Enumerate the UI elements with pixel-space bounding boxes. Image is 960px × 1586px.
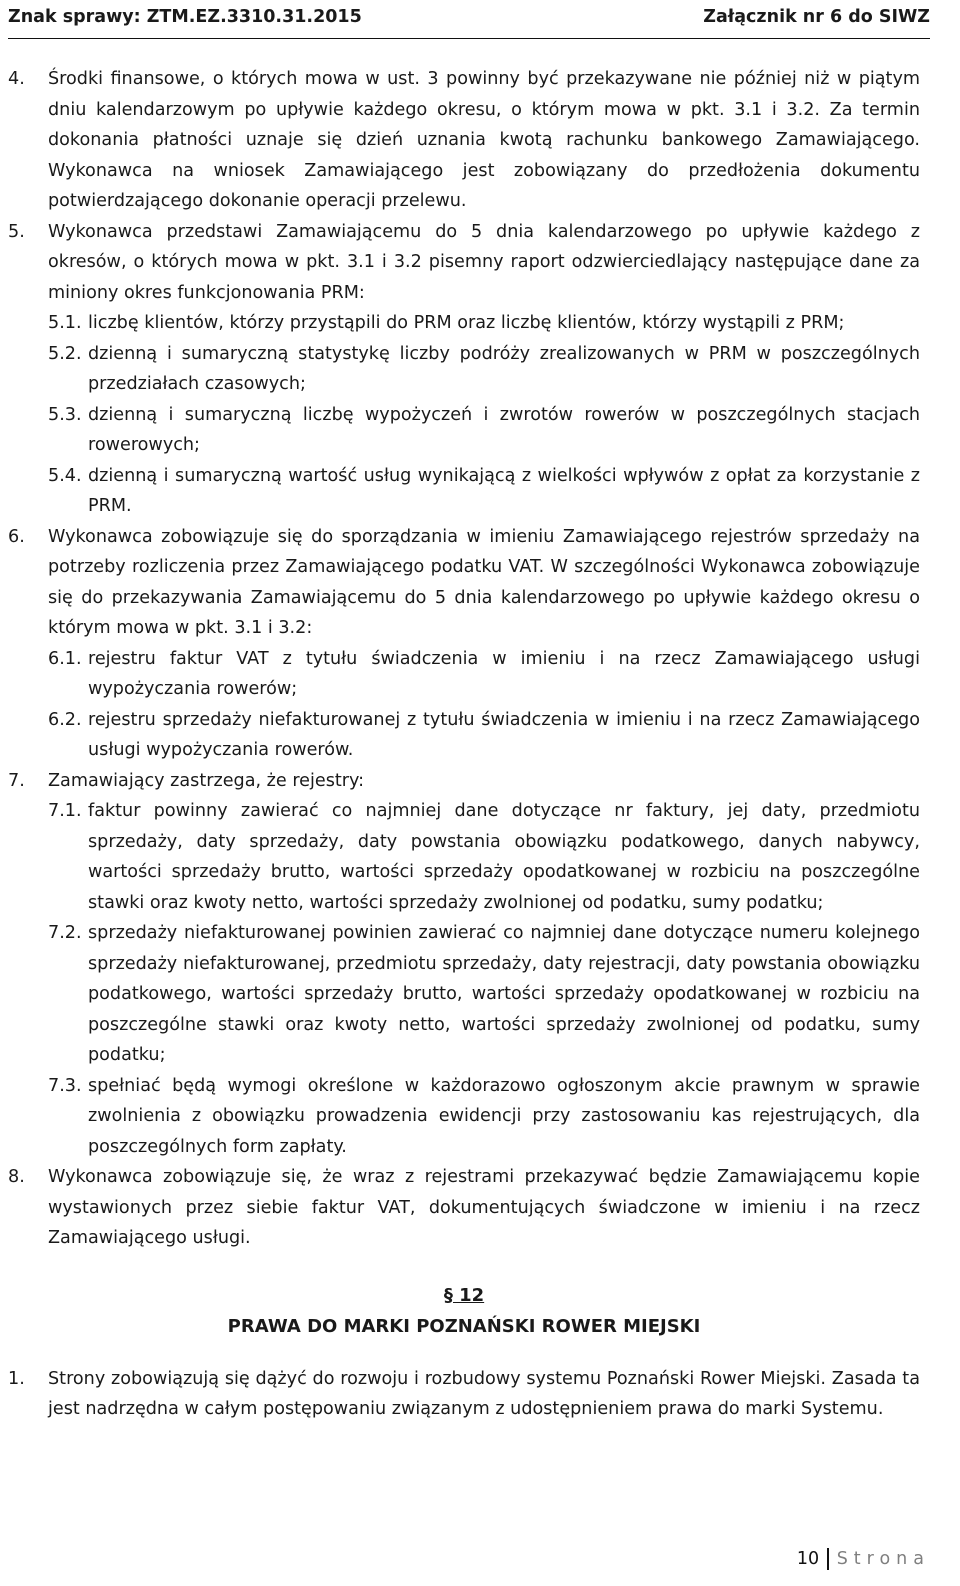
list-item [8,217,920,309]
section-heading [8,1280,920,1342]
case-number: Znak sprawy: ZTM.EZ.3310.31.2015 [8,7,362,27]
sub-item [48,796,920,918]
section-number: § 12 [443,1284,485,1306]
item-number: 8. [8,1167,25,1187]
item-text: Wykonawca przedstawi Zamawiającemu do 5 dnia kalendarzowego po upływie każdego z okresów, o których mowa w pkt. 3.1 i 3.2 pisemny raport odzwierciedlający następujące dane za miniony okres funkcjonowania PRM: [48,221,920,303]
sub-item-text: dzienną i sumaryczną liczbę wypożyczeń i zwrotów rowerów w poszczególnych stacjach rowerowych; [88,404,920,455]
item-text: Wykonawca zobowiązuje się do sporządzania w imieniu Zamawiającego rejestrów sprzedaży na potrzeby rozliczenia przez Zamawiającego podatku VAT. W szczególności Wykonawca zobowiązuje się do przekazywania Zamawiającemu do 5 dnia kalendarzowego po upływie każdego okresu o którym mowa w pkt. 3.1 i 3.2: [48,526,920,638]
item-number: 6. [8,526,25,547]
item-number: 5. [8,221,25,242]
sub-item-text: dzienną i sumaryczną statystykę liczby podróży zrealizowanych w PRM w poszczególnych przedziałach czasowych; [88,343,920,394]
item-text: Strony zobowiązują się dążyć do rozwoju i rozbudowy systemu Poznański Rower Miejski. Zasada ta jest nadrzędna w całym postępowaniu związanym z udostępnieniem prawa do marki Systemu. [48,1368,920,1419]
list-item [8,522,920,644]
list-item [8,766,920,797]
sub-item-number: 5.2. [48,343,82,364]
sub-item-number: 7.1. [48,801,82,821]
page-word: Strona [836,1549,930,1569]
page-number: 10 [796,1549,820,1569]
footer-separator [827,1548,829,1570]
sub-item-number: 6.1. [48,648,82,669]
sub-item-number: 6.2. [48,709,82,730]
sub-item [48,918,920,1071]
sub-item-text: rejestru sprzedaży niefakturowanej z tytułu świadczenia w imieniu i na rzecz Zamawiającego usługi wypożyczania rowerów. [88,709,920,760]
sub-item [48,339,920,400]
sub-item [48,705,920,766]
item-number: 7. [8,770,25,791]
sub-item [48,400,920,461]
sub-item [48,644,920,705]
sub-item-number: 5.4. [48,465,82,486]
item-text: Wykonawca zobowiązuje się, że wraz z rejestrami przekazywać będzie Zamawiającemu kopie wystawionych przez siebie faktur VAT, dokumentujących świadczone w imieniu i na rzecz Zamawiającego usługi. [48,1167,920,1248]
sub-item-number: 7.3. [48,1075,82,1096]
sub-item-text: spełniać będą wymogi określone w każdorazowo ogłoszonym akcie prawnym w sprawie zwolnienia z obowiązku prowadzenia ewidencji przy zastosowaniu kas rejestrujących, dla poszczególnych form zapłaty. [88,1075,920,1157]
item-number: 1. [8,1368,25,1389]
document-body [8,64,920,1425]
sub-item-text: faktur powinny zawierać co najmniej dane dotyczące nr faktury, jej daty, przedmiotu sprzedaży, daty sprzedaży, daty powstania obowiązku podatkowego, danych nabywcy, wartości sprzedaży brutto, wartości sprzedaży opodatkowanej w rozbiciu na poszczególne stawki oraz kwoty netto, wartości sprzedaży zwolnionej od podatku, sumy podatku; [88,801,920,913]
sub-item [48,308,920,339]
sub-item [48,461,920,522]
sub-item-text: dzienną i sumaryczną wartość usług wynikającą z wielkości wpływów z opłat za korzystanie z PRM. [88,465,920,516]
item-text: Środki finansowe, o których mowa w ust. 3 powinny być przekazywane nie później niż w piątym dniu kalendarzowym po upływie każdego okresu, o którym mowa w pkt. 3.1 i 3.2. Za termin dokonania płatności uznaje się dzień uznania kwotą rachunku bankowego Zamawiającego. Wykonawca na wniosek Zamawiającego jest zobowiązany do przedłożenia dokumentu potwierdzającego dokonanie operacji przelewu. [48,69,920,211]
list-item [8,1364,920,1425]
sub-item-number: 7.2. [48,923,82,943]
item-text: Zamawiający zastrzega, że rejestry: [48,770,365,791]
sub-item-text: liczbę klientów, którzy przystąpili do PRM oraz liczbę klientów, którzy wystąpili z PRM; [88,313,845,333]
item-number: 4. [8,69,25,89]
list-item [8,1162,920,1254]
page-header [8,0,930,39]
list-item [8,64,920,217]
page-footer [797,1545,930,1573]
sub-item-text: rejestru faktur VAT z tytułu świadczenia w imieniu i na rzecz Zamawiającego usługi wypożyczania rowerów; [88,648,920,699]
annex-label: Załącznik nr 6 do SIWZ [703,7,930,27]
sub-item [48,1071,920,1163]
sub-item-number: 5.1. [48,313,82,333]
sub-item-number: 5.3. [48,404,82,425]
sub-item-text: sprzedaży niefakturowanej powinien zawierać co najmniej dane dotyczące numeru kolejnego sprzedaży niefakturowanej, przedmiotu sprzedaży, daty rejestracji, daty powstania obowiązku podatkowego, wartości sprzedaży brutto, wartości sprzedaży opodatkowanej w rozbiciu na poszczególne stawki oraz kwoty netto, wartości sprzedaży zwolnionej od podatku, sumy podatku; [88,923,920,1065]
section-title: PRAWA DO MARKI POZNAŃSKI ROWER MIEJSKI [227,1315,701,1337]
